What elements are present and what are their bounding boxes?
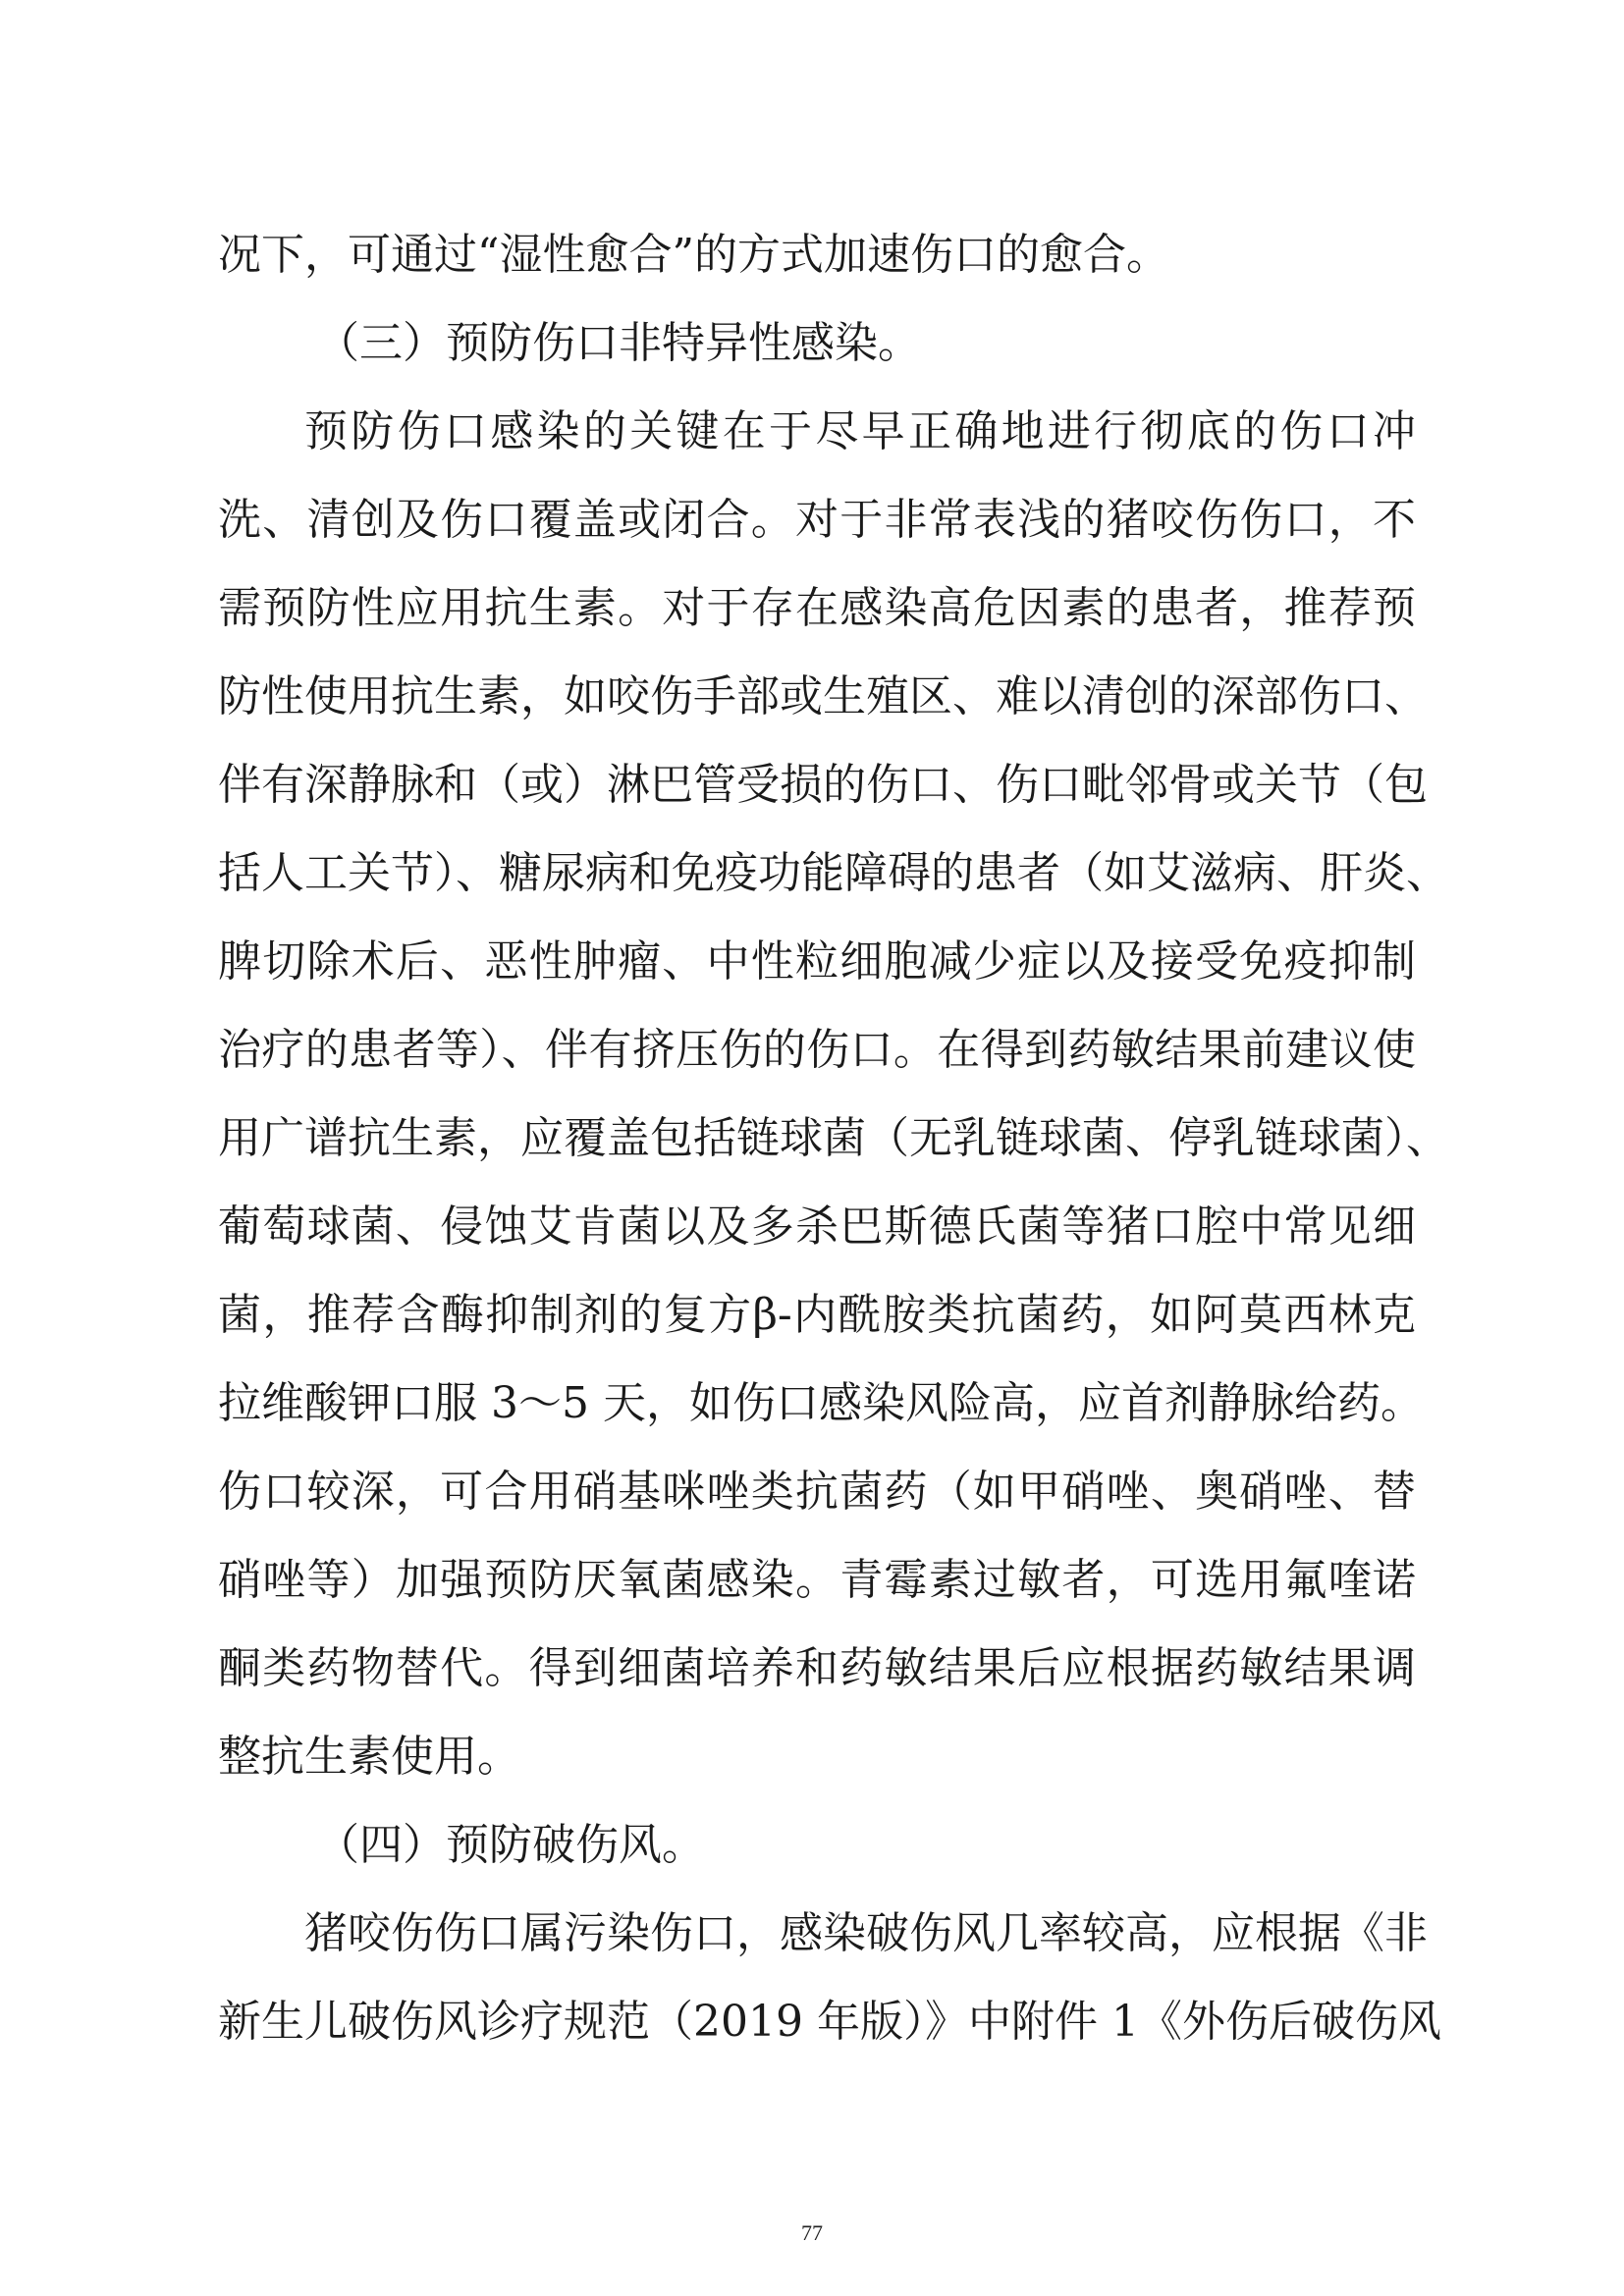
- section-heading: （三）预防伤口非特异性感染。: [316, 318, 921, 368]
- body-line: 括人工关节）、糖尿病和免疫功能障碍的患者（如艾滋病、肝炎、: [218, 848, 1449, 898]
- page-body: [218, 211, 1449, 2066]
- section-heading: （四）预防破伤风。: [316, 1820, 705, 1870]
- paragraph-first-line: 猪咬伤伤口属污染伤口，感染破伤风几率较高，应根据《非: [304, 1908, 1428, 1958]
- page-number: 77: [801, 2220, 823, 2245]
- body-line: 新生儿破伤风诊疗规范（2019 年版）》中附件 1《外伤后破伤风: [218, 1997, 1441, 2047]
- body-line: 硝唑等）加强预防厌氧菌感染。青霉素过敏者，可选用氟喹诺: [218, 1555, 1416, 1605]
- body-line: 伤口较深，可合用硝基咪唑类抗菌药（如甲硝唑、奥硝唑、替: [218, 1467, 1416, 1517]
- body-line: 拉维酸钾口服 3～5 天，如伤口感染风险高，应首剂静脉给药。: [218, 1378, 1424, 1428]
- body-line: 况下，可通过“湿性愈合”的方式加速伤口的愈合。: [218, 230, 1169, 280]
- body-line: 用广谱抗生素，应覆盖包括链球菌（无乳链球菌、停乳链球菌）、: [218, 1113, 1449, 1163]
- body-line: 菌，推荐含酶抑制剂的复方β-内酰胺类抗菌药，如阿莫西林克: [218, 1290, 1416, 1340]
- body-line: 酮类药物替代。得到细菌培养和药敏结果后应根据药敏结果调: [218, 1643, 1416, 1693]
- body-line: 洗、清创及伤口覆盖或闭合。对于非常表浅的猪咬伤伤口，不: [218, 495, 1416, 545]
- paragraph-first-line: 预防伤口感染的关键在于尽早正确地进行彻底的伤口冲: [304, 406, 1416, 456]
- body-line: 伴有深静脉和（或）淋巴管受损的伤口、伤口毗邻骨或关节（包: [218, 760, 1428, 810]
- body-line: 脾切除术后、恶性肿瘤、中性粒细胞减少症以及接受免疫抑制: [218, 936, 1416, 987]
- body-line: 治疗的患者等）、伴有挤压伤的伤口。在得到药敏结果前建议使: [218, 1025, 1416, 1075]
- body-line: 防性使用抗生素，如咬伤手部或生殖区、难以清创的深部伤口、: [218, 671, 1428, 721]
- body-line: 葡萄球菌、侵蚀艾肯菌以及多杀巴斯德氏菌等猪口腔中常见细: [218, 1201, 1416, 1252]
- body-line: 需预防性应用抗生素。对于存在感染高危因素的患者，推荐预: [218, 583, 1416, 633]
- body-line: 整抗生素使用。: [218, 1732, 520, 1782]
